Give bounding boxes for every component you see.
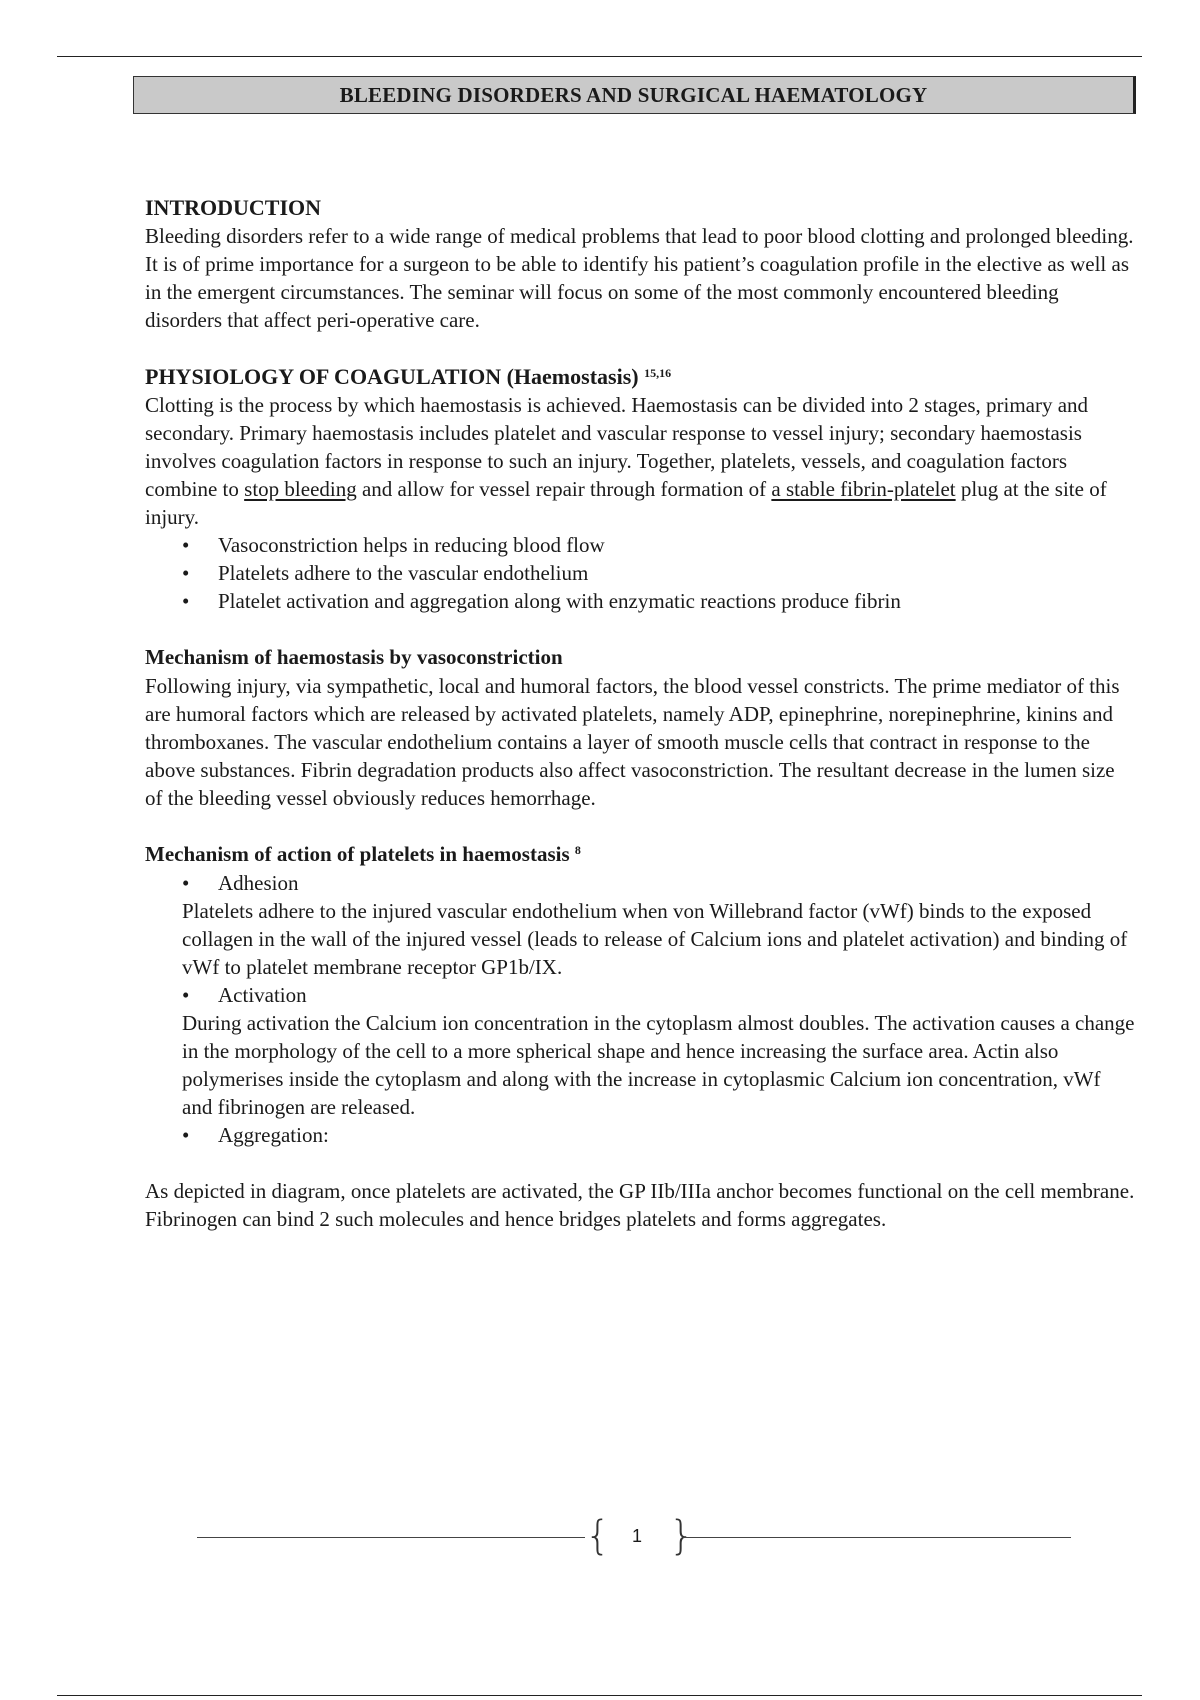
bullet-text: Vasoconstriction helps in reducing blood flow	[218, 533, 605, 557]
activation-list	[145, 981, 1135, 1009]
list-item	[145, 869, 1135, 897]
physiology-heading	[145, 362, 1135, 391]
activation-paragraph: During activation the Calcium ion concentration in the cytoplasm almost doubles. The activation causes a change in the morphology of the cell to a more spherical shape and hence increasing the surface area. Actin also polymerises inside the cytoplasm and along with the increase in cytoplasmic Calcium ion concentration, vWf and fibrinogen are released.	[182, 1011, 1135, 1119]
right-brace-icon: }	[669, 1513, 695, 1559]
introduction-section	[145, 193, 1135, 334]
bullet-icon: •	[182, 1123, 190, 1147]
physiology-reference: 15,16	[644, 366, 672, 380]
list-item	[145, 981, 1135, 1009]
introduction-paragraph: Bleeding disorders refer to a wide range of medical problems that lead to poor blood clotting and prolonged bleeding. It is of prime importance for a surgeon to be able to identify his patient’s coagulation profile in the elective as well as in the emergent circumstances. The seminar will focus on some of the most commonly encountered bleeding disorders that affect peri-operative care.	[145, 224, 1134, 332]
list-item	[145, 1121, 1135, 1149]
top-rule	[57, 56, 1142, 57]
bullet-icon: •	[182, 983, 190, 1007]
bullet-icon: •	[182, 561, 190, 585]
physiology-text-1: Clotting is the process by which haemostasis is achieved. Haemostasis can be divided into 2 stages, primary and secondary. Primary haemostasis includes platelet and vascular response to vessel injury; secondary haemostasis involves coagulation factors in response to such an injury. Together, platelets, vessels, and coagulation factors combine to	[145, 393, 1089, 501]
bullet-text: Platelet activation and aggregation along with enzymatic reactions produce fibrin	[218, 589, 901, 613]
aggregation-paragraph: As depicted in diagram, once platelets are activated, the GP IIb/IIIa anchor becomes functional on the cell membrane. Fibrinogen can bind 2 such molecules and hence bridges platelets and forms aggregates.	[145, 1179, 1135, 1231]
footer-rule-left	[197, 1537, 585, 1538]
adhesion-list	[145, 869, 1135, 897]
physiology-bullet-list	[145, 531, 1135, 615]
physiology-heading-text: PHYSIOLOGY OF COAGULATION (Haemostasis)	[145, 364, 639, 389]
introduction-heading: INTRODUCTION	[145, 195, 322, 220]
vasoconstriction-heading: Mechanism of haemostasis by vasoconstriction	[145, 645, 563, 669]
adhesion-label: Adhesion	[218, 871, 299, 895]
list-item	[145, 587, 1135, 615]
list-item	[145, 559, 1135, 587]
list-item	[145, 531, 1135, 559]
platelets-heading-text: Mechanism of action of platelets in haemostasis	[145, 842, 570, 866]
page-footer	[197, 1513, 1071, 1559]
physiology-paragraph	[145, 391, 1135, 531]
physiology-section	[145, 362, 1135, 615]
activation-label: Activation	[218, 983, 307, 1007]
footer-rule-right	[683, 1537, 1071, 1538]
document-title: BLEEDING DISORDERS AND SURGICAL HAEMATOLOGY	[133, 76, 1136, 114]
bullet-icon: •	[182, 589, 190, 613]
aggregation-list	[145, 1121, 1135, 1149]
page-number: 1	[631, 1526, 642, 1546]
platelets-reference: 8	[574, 843, 581, 857]
bullet-icon: •	[182, 871, 190, 895]
bullet-text: Platelets adhere to the vascular endothelium	[218, 561, 589, 585]
left-brace-icon: {	[585, 1513, 611, 1559]
physiology-text-3: plug at the site of injury.	[145, 477, 1107, 529]
physiology-text-2: and allow for vessel repair through formation of	[356, 477, 772, 501]
bullet-icon: •	[182, 533, 190, 557]
bottom-rule	[57, 1695, 1142, 1696]
vasoconstriction-paragraph: Following injury, via sympathetic, local and humoral factors, the blood vessel constricts. The prime mediator of this are humoral factors which are released by activated platelets, namely ADP, epinephrine, norepinephrine, kinins and thromboxanes. The vascular endothelium contains a layer of smooth muscle cells that contract in response to the above substances. Fibrin degradation products also affect vasoconstriction. The resultant decrease in the lumen size of the bleeding vessel obviously reduces hemorrhage.	[145, 674, 1120, 810]
document-body	[145, 193, 1135, 1233]
stop-bleeding-link[interactable]: stop bleeding	[244, 477, 357, 501]
adhesion-paragraph: Platelets adhere to the injured vascular endothelium when von Willebrand factor (vWf) binds to the exposed collagen in the wall of the injured vessel (leads to release of Calcium ions and platelet activation) and binding of vWf to platelet membrane receptor GP1b/IX.	[182, 899, 1128, 979]
fibrin-platelet-link[interactable]: a stable fibrin-platelet	[771, 477, 956, 501]
vasoconstriction-section	[145, 643, 1135, 812]
platelets-heading	[145, 840, 1135, 869]
aggregation-label: Aggregation:	[218, 1123, 329, 1147]
platelets-section	[145, 840, 1135, 1149]
